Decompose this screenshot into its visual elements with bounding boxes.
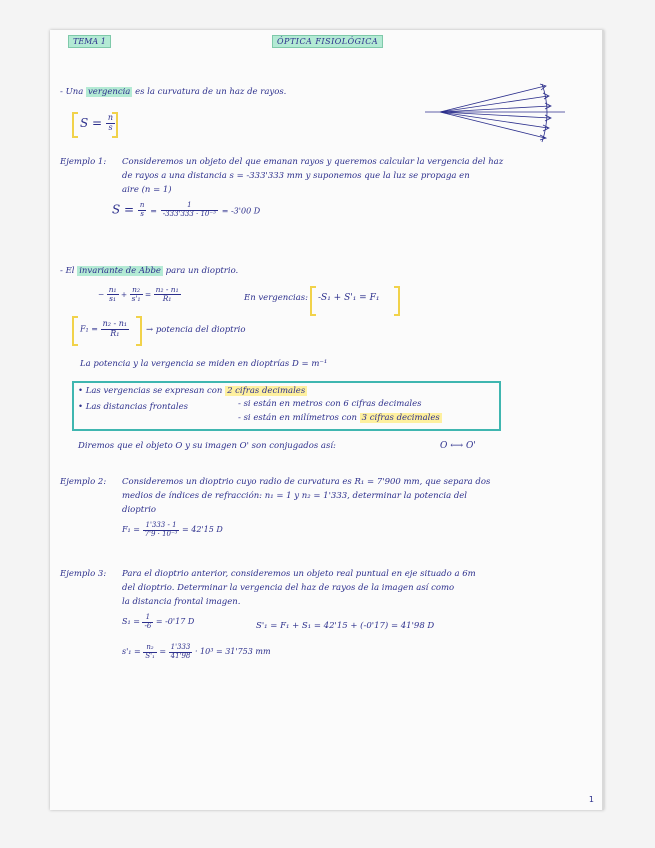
rule-mm-text: - si están en milímetros con — [238, 413, 357, 423]
fraction-num: n₂ — [143, 644, 157, 653]
calc-lhs: S = — [112, 202, 135, 217]
fraction-num: 1'333 - 1 — [143, 522, 180, 531]
fraction-num: n₁ — [108, 285, 117, 294]
calc-result: = -0'17 D — [155, 617, 195, 627]
example2-line3: dioptrio — [122, 505, 157, 515]
example1-line3: aire (n = 1) — [122, 185, 172, 195]
example3-calc2: S'₁ = F₁ + S₁ = 42'15 + (-0'17) = 41'98 D — [256, 621, 435, 631]
example1-line2: de rayos a una distancia s = -333'333 mm y suponemos que la luz se propaga en — [122, 171, 470, 181]
example3-label: Ejemplo 3: — [60, 569, 107, 579]
power-formula — [80, 320, 129, 339]
formula-bracket-right — [112, 112, 118, 138]
abbe-term: invariante de Abbe — [79, 266, 161, 276]
fraction-den: R₁ — [162, 294, 172, 304]
rule-distances: • Las distancias frontales — [78, 402, 188, 412]
fraction-den: 7'9 · 10⁻³ — [144, 529, 178, 538]
fraction-num: 1 — [142, 614, 153, 623]
vergence-form-formula: -S₁ + S'₁ = F₁ — [318, 293, 380, 303]
fraction-den: s₁ — [109, 294, 117, 304]
example1-line1: Consideremos un objeto del que emanan rayos y queremos calcular la vergencia del haz — [122, 157, 504, 167]
formula-bracket-left — [72, 112, 78, 138]
abbe-frac-3 — [154, 286, 181, 304]
plus-sign: + — [120, 289, 128, 299]
fraction-den: s — [108, 122, 113, 132]
fraction-den: S'₁ — [145, 651, 155, 660]
calc-fraction — [142, 614, 153, 630]
fraction-num: n₂ - n₁ — [155, 285, 179, 294]
abbe-frac-2 — [130, 286, 143, 304]
fraction-den: R₁ — [110, 328, 120, 338]
example3-line2: del dioptrio. Determinar la vergencia del haz de rayos de la imagen así como — [122, 583, 455, 593]
abbe-equation — [98, 286, 181, 304]
rule-vergences-highlight: 2 cifras decimales — [227, 386, 306, 396]
power-note: → potencia del dioptrio — [146, 325, 246, 335]
def-rest: es la curvatura de un haz de rayos. — [135, 87, 287, 97]
calc-fraction-2 — [169, 644, 193, 660]
vergence-form-label: En vergencias: — [244, 293, 308, 303]
rule-vergences-text: • Las vergencias se expresan con — [78, 386, 223, 396]
rule-distances-mm — [238, 414, 442, 423]
calc-fraction — [143, 522, 180, 538]
def-term: vergencia — [87, 87, 131, 97]
verg-bracket-left — [310, 286, 316, 316]
example3-calc3 — [122, 644, 271, 660]
topic-tag: TEMA 1 — [68, 35, 111, 48]
example2-line1: Consideremos un dioptrio cuyo radio de curvatura es R₁ = 7'900 mm, que separa dos — [122, 477, 491, 487]
conjugates-statement: Diremos que el objeto O y su imagen O' son conjugados así: — [78, 441, 336, 451]
calc-equals: = — [159, 647, 167, 657]
def-dash: - Una — [60, 87, 84, 97]
power-bracket-left — [72, 316, 78, 346]
calc-lhs: F₁ = — [122, 525, 141, 535]
power-lhs: F₁ = — [80, 324, 99, 334]
abbe-rest: para un dioptrio. — [165, 266, 239, 276]
rule-distances-meters: - si están en metros con 6 cifras decimales — [238, 399, 422, 409]
calc-lhs: S₁ = — [122, 617, 140, 627]
page-title-text: ÓPTICA FISIOLÓGICA — [272, 35, 383, 48]
example2-label: Ejemplo 2: — [60, 477, 107, 487]
equals-sign: = — [144, 289, 152, 299]
abbe-frac-1 — [107, 286, 119, 304]
fraction-num: n₂ - n₁ — [102, 319, 128, 328]
fraction-den: -6 — [144, 621, 152, 630]
page-title — [272, 38, 383, 47]
power-bracket-right — [136, 316, 142, 346]
example3-line3: la distancia frontal imagen. — [122, 597, 241, 607]
abbe-heading — [60, 267, 238, 276]
minus-sign: − — [98, 289, 105, 299]
calc-result: = 42'15 D — [182, 525, 223, 535]
page-number: 1 — [588, 795, 594, 804]
example1-label: Ejemplo 1: — [60, 157, 107, 167]
calc-fraction-1 — [143, 644, 157, 660]
converging-rays-sketch — [420, 82, 570, 152]
units-note: La potencia y la vergencia se miden en dioptrías D = m⁻¹ — [80, 359, 328, 369]
calc-result: = -3'00 D — [221, 206, 261, 216]
calc-equals: = — [150, 206, 157, 216]
fraction-den: s — [140, 209, 144, 218]
example3-line1: Para el dioptrio anterior, consideremos un objeto real puntual en eje situado a 6m — [122, 569, 476, 579]
rule-mm-highlight: 3 cifras decimales — [361, 413, 440, 423]
fraction-num: 1 — [161, 202, 218, 211]
fraction-den: s'₁ — [131, 294, 141, 304]
example3-calc1 — [122, 614, 194, 630]
topic-label — [68, 38, 111, 47]
example1-calculation — [112, 202, 260, 218]
vergence-formula-lhs: S = — [80, 115, 103, 130]
fraction-num: n₂ — [130, 286, 143, 295]
notebook-page — [50, 30, 604, 810]
fraction-den: -333'333 · 10⁻³ — [162, 209, 216, 218]
power-fraction — [101, 320, 130, 339]
fraction-num: n — [107, 113, 114, 122]
calc-fraction-2 — [161, 202, 218, 218]
calc-result: · 10³ = 31'753 mm — [194, 647, 271, 657]
vergence-definition — [60, 88, 286, 97]
fraction-den: 41'98 — [170, 651, 191, 660]
abbe-dash: - El — [60, 266, 75, 276]
example2-calculation — [122, 522, 223, 538]
conjugates-symbol: O ⟷ O' — [440, 441, 476, 451]
rule-vergences — [78, 387, 307, 396]
vergence-formula — [80, 114, 115, 133]
fraction-num: 1'333 — [170, 643, 191, 651]
fraction-num: n — [139, 201, 145, 209]
calc-fraction-1 — [138, 202, 147, 218]
example2-line2: medios de índices de refracción: n₁ = 1 y n₂ = 1'333, determinar la potencia del — [122, 491, 468, 501]
calc-lhs: s'₁ = — [122, 647, 141, 657]
verg-bracket-right — [394, 286, 400, 316]
